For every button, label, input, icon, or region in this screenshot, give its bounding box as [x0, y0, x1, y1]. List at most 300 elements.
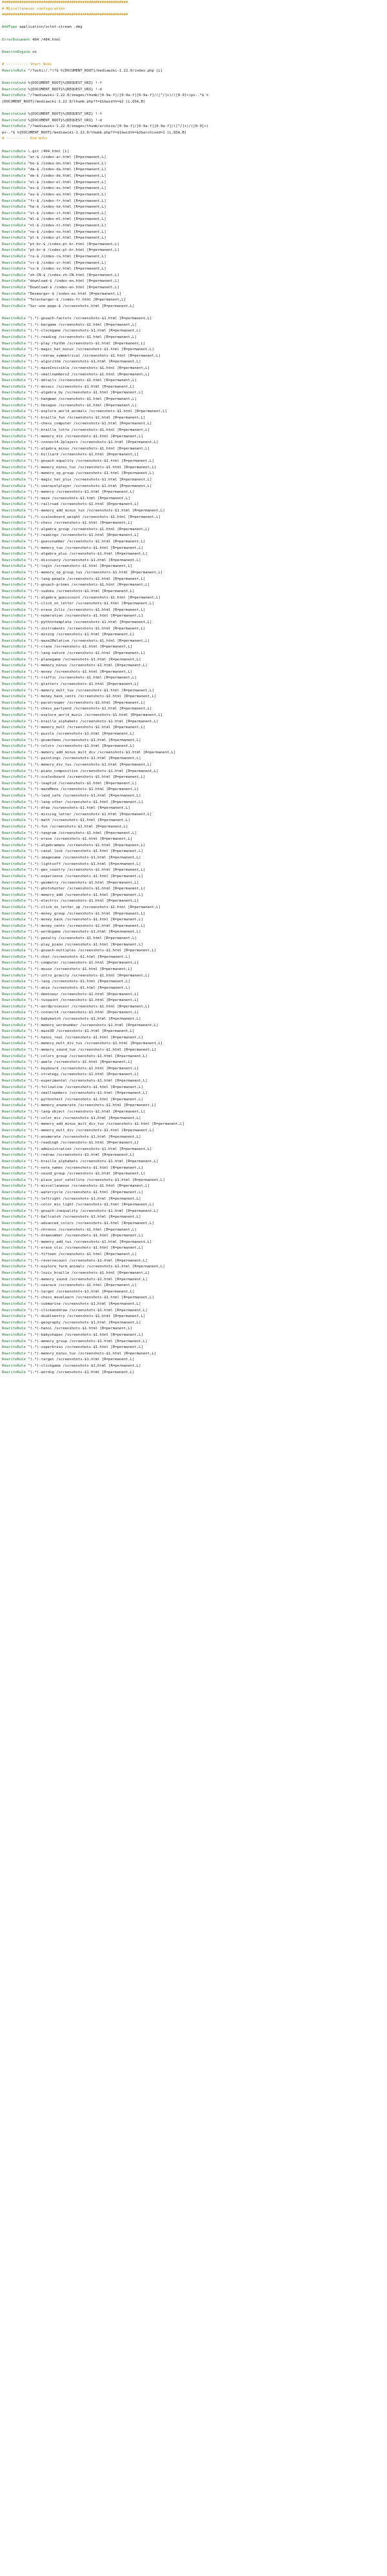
directive-keyword: RewriteRule	[2, 1327, 26, 1331]
directive-line	[2, 37, 387, 44]
directive-line	[2, 986, 387, 992]
line-text: ^(.*)-advanced_colors /screenshots-$1.html [R=permanent,L]	[26, 1222, 154, 1226]
directive-keyword: RewriteRule	[2, 1222, 26, 1226]
line-text: ^(.*)-chess_partyend /screenshots-$1.html [R=permanent,L]	[26, 707, 152, 711]
directive-keyword: RewriteRule	[2, 812, 26, 817]
directive-line	[2, 849, 387, 855]
line-text: ^(.*)-maze /screenshots-$1.html [R=permanent,L]	[26, 496, 130, 500]
line-text: ^(.*)-gnuach-primes /screenshots-$1.html [R=permanent,L]	[26, 583, 150, 588]
directive-line	[2, 669, 387, 676]
blank-line	[2, 55, 387, 62]
directive-line	[2, 279, 387, 285]
directive-line	[2, 781, 387, 788]
directive-line	[2, 1277, 387, 1283]
directive-line	[2, 880, 387, 887]
directive-keyword: RewriteRule	[2, 124, 26, 129]
directive-keyword: RewriteRule	[2, 1253, 26, 1257]
line-text: ^Desmarger-$ /index-es.html [R=permanent,L]	[26, 292, 122, 296]
line-text: ^(.*)-pythontemplate /screenshots-$1.html [R=permanent,L]	[26, 620, 152, 624]
directive-line	[2, 924, 387, 930]
directive-line	[2, 161, 387, 168]
directive-line	[2, 397, 387, 403]
line-text: ^sr-$ /index-sr.html [R=permanent,L]	[26, 261, 106, 265]
directive-line	[2, 1159, 387, 1165]
directive-keyword: RewriteRule	[2, 471, 26, 476]
directive-keyword: RewriteRule	[2, 731, 26, 736]
directive-line	[2, 657, 387, 664]
directive-keyword: RewriteRule	[2, 1370, 26, 1374]
directive-line	[2, 936, 387, 942]
directive-line	[2, 1351, 387, 1358]
directive-line	[2, 1264, 387, 1271]
directive-keyword: RewriteRule	[2, 348, 26, 352]
directive-line	[2, 700, 387, 707]
directive-keyword: RewriteRule	[2, 1023, 26, 1027]
directive-line	[2, 1097, 387, 1104]
blank-line	[2, 43, 387, 50]
directive-line	[2, 725, 387, 731]
directive-keyword: RewriteRule	[2, 1296, 26, 1300]
comment-line	[2, 0, 387, 6]
directive-line	[2, 1128, 387, 1134]
line-text: ^he-$ /index-he.html [R=permanent,L]	[26, 205, 106, 210]
line-text: ^(.*)-geography /screenshots-$1.html [R=permanent,L]	[26, 1320, 141, 1325]
line-text: %{DOCUMENT_ROOT}%{REQUEST_URI} !-d	[26, 118, 102, 123]
directive-keyword: RewriteRule	[2, 217, 26, 222]
line-text: ^zh-CN-$ /index-zh-CN.html [R=permanent,L]	[26, 273, 119, 277]
directive-keyword: RewriteRule	[2, 676, 26, 680]
line-text: ^(.*)-algebramenu /screenshots-$1.html [R=permanent,L]	[26, 843, 146, 847]
line-text: \.git /404.html [L]	[26, 149, 70, 154]
directive-line	[2, 769, 387, 775]
line-text: ^(.*)-land_safe /screenshots-$1.html [R=permanent,L]	[26, 794, 141, 798]
directive-line	[2, 651, 387, 657]
directive-line	[2, 1184, 387, 1190]
directive-keyword: RewriteRule	[2, 868, 26, 873]
directive-keyword: RewriteRule	[2, 94, 26, 98]
directive-keyword: RewriteRule	[2, 1320, 26, 1325]
line-text: ^(.*)-experience /screenshots-$1.html [R=permanent,L]	[26, 874, 143, 878]
line-text: ^(.*)-numeration /screenshots-$1.html [R=permanent,L]	[26, 614, 143, 619]
directive-keyword: RewriteRule	[2, 564, 26, 569]
directive-line	[2, 1085, 387, 1091]
directive-keyword: RewriteRule	[2, 1364, 26, 1369]
directive-keyword: RewriteRule	[2, 384, 26, 389]
directive-line	[2, 613, 387, 620]
directive-line	[2, 626, 387, 633]
directive-keyword: RewriteRule	[2, 230, 26, 234]
directive-keyword: RewriteRule	[2, 769, 26, 773]
directive-line	[2, 917, 387, 924]
directive-line	[2, 831, 387, 837]
line-text: ^(.*)-login /screenshots-$1.html [R=permanent,L]	[26, 564, 133, 569]
directive-keyword: RewriteRule	[2, 1060, 26, 1065]
line-text: ^(.*)-instruments /screenshots-$1.html [R=permanent,L]	[26, 626, 146, 631]
line-text: ^(.*)-color_mix_light /screenshots-$1.html [R=permanent,L]	[26, 1203, 154, 1207]
directive-keyword: RewriteRule	[2, 410, 26, 414]
line-text: ^(.*)-lang-nature /screenshots-$1.html [R=permanent,L]	[26, 651, 146, 655]
directive-line	[2, 428, 387, 434]
line-text: ^(.*)-memory_sound_tux /screenshots-$1.html [R=permanent,L]	[26, 1047, 157, 1052]
directive-line	[2, 1289, 387, 1296]
directive-line	[2, 911, 387, 918]
directive-line	[2, 1004, 387, 1011]
directive-line	[2, 390, 387, 397]
directive-keyword: RewriteRule	[2, 608, 26, 612]
directive-line	[2, 800, 387, 806]
directive-keyword: RewriteRule	[2, 1054, 26, 1058]
directive-line	[2, 81, 387, 87]
line-text: ^(.*)-gnuach-factors /screenshots-$1.html [R=permanent,L]	[26, 317, 152, 321]
line-text: ^(.*)-administration /screenshots-$1.html [R=permanent,L]	[26, 1147, 152, 1151]
directive-keyword: RewriteRule	[2, 762, 26, 767]
directive-keyword: RewriteRule	[2, 540, 26, 544]
line-text: ^sv-$ /index-sv.html [R=permanent,L]	[26, 267, 106, 272]
directive-keyword: RewriteRule	[2, 415, 26, 420]
directive-line	[2, 948, 387, 955]
directive-keyword: RewriteRule	[2, 651, 26, 655]
line-text: ^ru-$ /index-ru.html [R=permanent,L]	[26, 254, 106, 259]
directive-keyword: RewriteRule	[2, 304, 26, 308]
line-text: ^(.*)-explore_world_music /screenshots-$1.html [R=permanent,L]	[26, 713, 163, 718]
directive-line	[2, 893, 387, 899]
directive-keyword: RewriteRule	[2, 1097, 26, 1102]
line-text: ^(.*)-place_your_satellite /screenshots-$1.html [R=permanent,L]	[26, 1178, 165, 1182]
directive-keyword: RewriteRule	[2, 1035, 26, 1040]
line-text: ^(.*)-target /screenshots-$1.html [R=permanent,L]	[26, 1358, 135, 1362]
directive-keyword: RewriteRule	[2, 515, 26, 519]
directive-line	[2, 446, 387, 453]
directive-keyword: RewriteRule	[2, 353, 26, 358]
directive-keyword: RewriteRule	[2, 1091, 26, 1096]
directive-keyword: RewriteRule	[2, 1122, 26, 1127]
line-text: ^(.*)-memory_mult_tux /screenshots-$1.html [R=permanent,L]	[26, 688, 154, 693]
line-text: ^(.*)-babyshapes /screenshots-$1.html [R=permanent,L]	[26, 1333, 143, 1338]
directive-keyword: RewriteRule	[2, 1240, 26, 1244]
line-text: ^(.*)-chess /screenshots-$1.html [R=permanent,L]	[26, 521, 133, 526]
line-text: ^(.*)-wordsgame /screenshots-$1.html [R=permanent,L]	[26, 930, 141, 935]
directive-keyword: RewriteRule	[2, 998, 26, 1003]
line-text: ^(.*)-intro_gravity /screenshots-$1.html [R=permanent,L]	[26, 973, 150, 978]
directive-line	[2, 285, 387, 292]
directive-keyword: RewriteRule	[2, 261, 26, 265]
directive-keyword: RewriteRule	[2, 391, 26, 395]
directive-keyword: RewriteRule	[2, 1165, 26, 1170]
line-text: ^(.*)-braille_lotto /screenshots-$1.html [R=permanent,L]	[26, 428, 150, 433]
line-text: ^(.*)-money_back /screenshots-$1.html [R=permanent,L]	[26, 918, 143, 922]
line-text: ^(.*)-searace /screenshots-$1.html [R=permanent,L]	[26, 1283, 137, 1288]
line-text: ^(.*)-watercycle /screenshots-$1.html [R=permanent,L]	[26, 1191, 143, 1194]
directive-keyword: RewriteRule	[2, 174, 26, 179]
directive-keyword: RewriteRule	[2, 155, 26, 160]
line-text: ^(.*)-chess_movelearn /screenshots-$1.html [R=permanent,L]	[26, 1296, 154, 1300]
directive-keyword: RewriteRule	[2, 992, 26, 996]
directive-keyword: RewriteRule	[2, 484, 26, 488]
line-text: ^(.*)-pythontest /screenshots-$1.html [R=permanent,L]	[26, 1097, 143, 1102]
directive-line	[2, 1165, 387, 1172]
line-text: ^(.*)-imagename /screenshots-$1.html [R=permanent,L]	[26, 856, 141, 860]
directive-keyword: RewriteRule	[2, 899, 26, 904]
directive-line	[2, 1227, 387, 1234]
directive-keyword: RewriteRule	[2, 589, 26, 593]
directive-keyword: RewriteRule	[2, 874, 26, 878]
directive-keyword: RewriteRule	[2, 924, 26, 928]
directive-line	[2, 1333, 387, 1339]
directive-line	[2, 297, 387, 304]
directive-keyword: RewriteRule	[2, 719, 26, 724]
directive-line	[2, 1171, 387, 1178]
line-text: ^(.*)-memory_minus /screenshots-$1.html [R=permanent,L]	[26, 664, 148, 668]
line-text: ^(.*)-connect4-2players /screenshots-$1.html [R=permanent,L]	[26, 441, 159, 445]
directive-line	[2, 149, 387, 155]
directive-line	[2, 155, 387, 161]
line-text: ^(.*)-penalty /screenshots-$1.html [R=permanent,L]	[26, 936, 137, 941]
comment-line	[2, 62, 387, 68]
directive-line	[2, 93, 387, 99]
directive-keyword: RewriteRule	[2, 286, 26, 290]
directive-keyword: RewriteRule	[2, 577, 26, 581]
directive-keyword: RewriteRule	[2, 180, 26, 184]
line-text: px-.*$ %{DOCUMENT_ROOT}/mediawiki-1.22.0/thumb.php?f=$1&width=$2&archived=1 [L,QSA,B]	[2, 130, 187, 135]
line-text: ^(.*)-memory_sound /screenshots-$1.html [R=permanent,L]	[26, 1277, 148, 1282]
directive-line	[2, 211, 387, 217]
line-text: ^(.*)-superbrain /screenshots-$1.html [R=permanent,L]	[26, 1345, 143, 1350]
directive-keyword: RewriteRule	[2, 843, 26, 847]
line-text: ##########################################################	[2, 13, 128, 17]
line-text: %{DOCUMENT_ROOT}%{REQUEST_URI} !-f	[26, 112, 102, 116]
line-text: ^(.*)-bargame /screenshots-$1.html [R=permanent,L]	[26, 322, 137, 327]
directive-line	[2, 421, 387, 428]
directive-keyword: RewriteRule	[2, 1016, 26, 1021]
line-text: ^(.*)-readingv /screenshots-$1.html [R=permanent,L]	[26, 533, 139, 538]
directive-keyword: RewriteRule	[2, 980, 26, 984]
directive-keyword: RewriteRule	[2, 441, 26, 445]
directive-keyword: RewriteRule	[2, 1172, 26, 1176]
blank-line	[2, 105, 387, 112]
directive-line	[2, 738, 387, 744]
directive-keyword: RewriteRule	[2, 552, 26, 557]
line-text: ^(.*)-mining /screenshots-$1.html [R=permanent,L]	[26, 633, 135, 637]
line-text: ^(.*)-braille_alphabets /screenshots-$1.html [R=permanent,L]	[26, 1159, 159, 1164]
continuation-line	[2, 99, 387, 106]
line-text: ^(.*)-leaptid /screenshots-$1.html [R=permanent,L]	[26, 781, 137, 786]
line-text: ^(.*)-tangram /screenshots-$1.html [R=permanent,L]	[26, 831, 137, 835]
line-text: ^(.*)-magic_hat_minus /screenshots-$1.html [R=permanent,L]	[26, 348, 154, 352]
line-text: ^(.*)-lightsoff /screenshots-$1.html [R=permanent,L]	[26, 862, 141, 866]
line-text: ^(.*)-erase_clic /screenshots-$1.html [R=permanent,L]	[26, 1246, 143, 1251]
line-text: ^(.*)-explore_farm_animals /screenshots-$1.html [R=permanent,L]	[26, 1265, 165, 1269]
directive-line	[2, 520, 387, 527]
line-text: ^(.*)-memory_add_minus_mult_div /screenshots-$1.html [R=permanent,L]	[26, 750, 176, 755]
directive-keyword: RewriteRule	[2, 887, 26, 891]
line-text: ^(.*)-memory_minus_tux /screenshots-$1.html [R=permanent,L]	[26, 1351, 157, 1356]
line-text: ^(.*)-erase_2clic /screenshots-$1.html [R=permanent,L]	[26, 608, 146, 612]
directive-line	[2, 366, 387, 372]
directive-line	[2, 192, 387, 199]
directive-line	[2, 843, 387, 849]
directive-line	[2, 855, 387, 862]
line-text: ^(.*)-clockgame /screenshots-$1.html [R=permanent,L]	[26, 329, 141, 333]
directive-keyword: RewriteRule	[2, 1042, 26, 1046]
directive-keyword: RewriteRule	[2, 973, 26, 978]
line-text: ^(.*)-computer /screenshots-$1.html [R=permanent,L]	[26, 961, 139, 966]
directive-keyword: RewriteRule	[2, 967, 26, 972]
directive-keyword: RewriteRule	[2, 223, 26, 228]
line-text: ^(.*)-memory_op_group_tux /screenshots-$1.html [R=permanent,L]	[26, 571, 163, 575]
line-text: ^(.*)-algebra_minus /screenshots-$1.html [R=permanent,L]	[26, 446, 150, 451]
directive-line	[2, 223, 387, 230]
directive-line	[2, 929, 387, 936]
line-text: on	[30, 50, 37, 54]
line-text: ^(.*)-lang /screenshots-$1.html [R=permanent,L]	[26, 980, 130, 984]
line-text: ^(.*)-algebra_by /screenshots-$1.html [R=permanent,L]	[26, 391, 143, 395]
directive-keyword: RewriteRule	[2, 1134, 26, 1139]
line-text: ^(.*)-planegame /screenshots-$1.html [R=permanent,L]	[26, 657, 141, 662]
line-text: ^(.*)-memory_mult_div /screenshots-$1.html [R=permanent,L]	[26, 1128, 154, 1133]
line-text: ^(.*)-memory_minus_tux /screenshots-$1.html [R=permanent,L]	[26, 465, 157, 470]
line-text: ^(.*)-memory_add_minus_mult_div_tux /screenshots-$1.html [R=permanent,L]	[26, 1122, 184, 1127]
line-text: ##########################################################	[2, 1, 128, 5]
line-text: ^(.*)-connect4 /screenshots-$1.html [R=permanent,L]	[26, 1011, 139, 1015]
directive-line	[2, 1103, 387, 1109]
line-text: ^(.*)-click_on_letter /screenshots-$1.html [R=permanent,L]	[26, 602, 154, 606]
directive-line	[2, 292, 387, 298]
directive-keyword: RewriteRule	[2, 639, 26, 643]
line-text: ^(.*)-play_piano /screenshots-$1.html [R=permanent,L]	[26, 942, 143, 947]
line-text: ^(.*)-awele /screenshots-$1.html [R=permanent,L]	[26, 1060, 133, 1065]
blank-line	[2, 31, 387, 37]
directive-line	[2, 1258, 387, 1265]
directive-keyword: RewriteRule	[2, 1234, 26, 1238]
directive-keyword: RewriteRule	[2, 1271, 26, 1275]
directive-keyword: RewriteRule	[2, 1011, 26, 1015]
directive-line	[2, 124, 387, 130]
directive-keyword: RewriteRule	[2, 657, 26, 662]
directive-keyword: RewriteRule	[2, 695, 26, 699]
directive-keyword: RewriteRule	[2, 862, 26, 866]
directive-line	[2, 1116, 387, 1122]
directive-keyword: RewriteRule	[2, 1196, 26, 1201]
directive-keyword: RewriteRule	[2, 700, 26, 705]
line-text: ^(.*)-redraw /screenshots-$1.html [R=permanent,L]	[26, 1153, 135, 1158]
directive-keyword: RewriteRule	[2, 849, 26, 854]
line-text: ^(.*)-strategy /screenshots-$1.html [R=permanent,L]	[26, 1073, 139, 1077]
directive-keyword: RewriteRule	[2, 211, 26, 215]
directive-line	[2, 502, 387, 508]
directive-line	[2, 1295, 387, 1302]
directive-keyword: RewriteRule	[2, 1079, 26, 1084]
directive-line	[2, 353, 387, 360]
directive-line	[2, 1233, 387, 1240]
line-text: ^(.*)-clickanddraw /screenshots-$1.html [R=permanent,L]	[26, 1308, 148, 1313]
line-text: ^(.*)-mazeMenu /screenshots-$1.html [R=permanent,L]	[26, 788, 139, 792]
directive-line	[2, 706, 387, 713]
line-text: ^(.*)-readingh /screenshots-$1.html [R=permanent,L]	[26, 1141, 139, 1145]
line-text: ^(.*)-puzzle /screenshots-$1.html [R=permanent,L]	[26, 731, 135, 736]
line-text: ^(.*)-fun /screenshots-$1.html [R=permanent,L]	[26, 825, 128, 829]
line-text: ^(.*)-paratrooper /screenshots-$1.html [R=permanent,L]	[26, 700, 146, 705]
line-text: ^fr-$ /index-fr.html [R=permanent,L]	[26, 199, 106, 203]
directive-keyword: RewriteRule	[2, 1029, 26, 1034]
directive-keyword: RewriteRule	[2, 750, 26, 755]
directive-line	[2, 1010, 387, 1016]
directive-line	[2, 1252, 387, 1258]
directive-keyword: RewriteRule	[2, 465, 26, 470]
line-text: ^(.*)-crane /screenshots-$1.html [R=permanent,L]	[26, 645, 133, 649]
directive-line	[2, 1326, 387, 1333]
directive-line	[2, 644, 387, 651]
line-text: ^(.*)-sudoku /screenshots-$1.html [R=permanent,L]	[26, 589, 135, 593]
line-text: ^(.*)-memory_add /screenshots-$1.html [R=permanent,L]	[26, 893, 143, 897]
directive-keyword: RewriteRule	[2, 1265, 26, 1269]
directive-line	[2, 595, 387, 602]
directive-line	[2, 967, 387, 973]
directive-keyword: RewriteRule	[2, 1351, 26, 1356]
line-text: ^(.*)-lang-object /screenshots-$1.html [R=permanent,L]	[26, 1110, 146, 1115]
directive-line	[2, 1320, 387, 1327]
line-text: ^(.*)-lang-people /screenshots-$1.html [R=permanent,L]	[26, 577, 146, 581]
line-text: ^(.*)-money_group /screenshots-$1.html [R=permanent,L]	[26, 911, 146, 916]
line-text: ^(.*)-babymatch /screenshots-$1.html [R=permanent,L]	[26, 1016, 141, 1021]
directive-line	[2, 1035, 387, 1042]
directive-line	[2, 1023, 387, 1029]
directive-line	[2, 403, 387, 410]
directive-line	[2, 180, 387, 186]
line-text: ^(.*)-color_mix /screenshots-$1.html [R=permanent,L]	[26, 1116, 141, 1120]
directive-line	[2, 217, 387, 223]
line-text: ^(.*)-scalesboard /screenshots-$1.html [R=permanent,L]	[26, 775, 146, 780]
line-text: ^(.*)-fifteen /screenshots-$1.html [R=permanent,L]	[26, 1253, 137, 1257]
directive-keyword: RewriteCond	[2, 87, 26, 92]
directive-line	[2, 372, 387, 379]
directive-keyword: RewriteRule	[2, 502, 26, 507]
line-text: ^(.*)-hangman /screenshots-$1.html [R=permanent,L]	[26, 397, 137, 401]
directive-line	[2, 452, 387, 459]
line-text: ^es-$ /index-es.html [R=permanent,L]	[26, 186, 106, 191]
directive-line	[2, 1122, 387, 1128]
line-text: ^(.*)-demineur /screenshots-$1.html [R=permanent,L]	[26, 992, 139, 996]
line-text: ^(.*)-algebra_group /screenshots-$1.html [R=permanent,L]	[26, 527, 150, 531]
line-text: ^(.*)-erase /screenshots-$1.html [R=permanent,L]	[26, 837, 133, 842]
directive-keyword: RewriteRule	[2, 1333, 26, 1338]
directive-keyword: RewriteRule	[2, 242, 26, 246]
directive-keyword: RewriteRule	[2, 236, 26, 241]
directive-keyword: RewriteRule	[2, 942, 26, 947]
directive-keyword: RewriteRule	[2, 267, 26, 272]
directive-keyword: RewriteRule	[2, 1004, 26, 1009]
line-text: ^(.*)-money /screenshots-$1.html [R=permanent,L]	[26, 669, 133, 674]
line-text: ^(.*)-railroad /screenshots-$1.html [R=permanent,L]	[26, 502, 139, 507]
directive-line	[2, 1308, 387, 1314]
line-text: ^(.*)-keyboard /screenshots-$1.html [R=permanent,L]	[26, 1066, 139, 1071]
line-text: # ---------- Start Wiki	[2, 63, 52, 67]
line-text: ^(.*)-memory_mult_div_tux /screenshots-$1.html [R=permanent,L]	[26, 1042, 163, 1046]
directive-keyword: RewriteRule	[2, 199, 26, 203]
directive-line	[2, 694, 387, 700]
line-text: ^(.*)-smallnumbers2 /screenshots-$1.html [R=permanent,L]	[26, 372, 150, 377]
directive-line	[2, 415, 387, 422]
directive-line	[2, 1109, 387, 1116]
directive-keyword: ErrorDocument	[2, 37, 30, 42]
directive-keyword: RewriteRule	[2, 1178, 26, 1182]
line-text: ^(.*)-followline /screenshots-$1.html [R=permanent,L]	[26, 1085, 143, 1089]
line-text: ^(.*)-braille_fun /screenshots-$1.html [R=permanent,L]	[26, 415, 146, 420]
line-text: ^(.*)-paintings /screenshots-$1.html [R=permanent,L]	[26, 757, 141, 761]
directive-line	[2, 582, 387, 589]
line-text: ^(.*)-algebra_plus /screenshots-$1.html [R=permanent,L]	[26, 552, 148, 557]
line-text: ^(.*)-wordprocessor /screenshots-$1.html [R=permanent,L]	[26, 1004, 150, 1009]
directive-keyword: RewriteRule	[2, 645, 26, 649]
